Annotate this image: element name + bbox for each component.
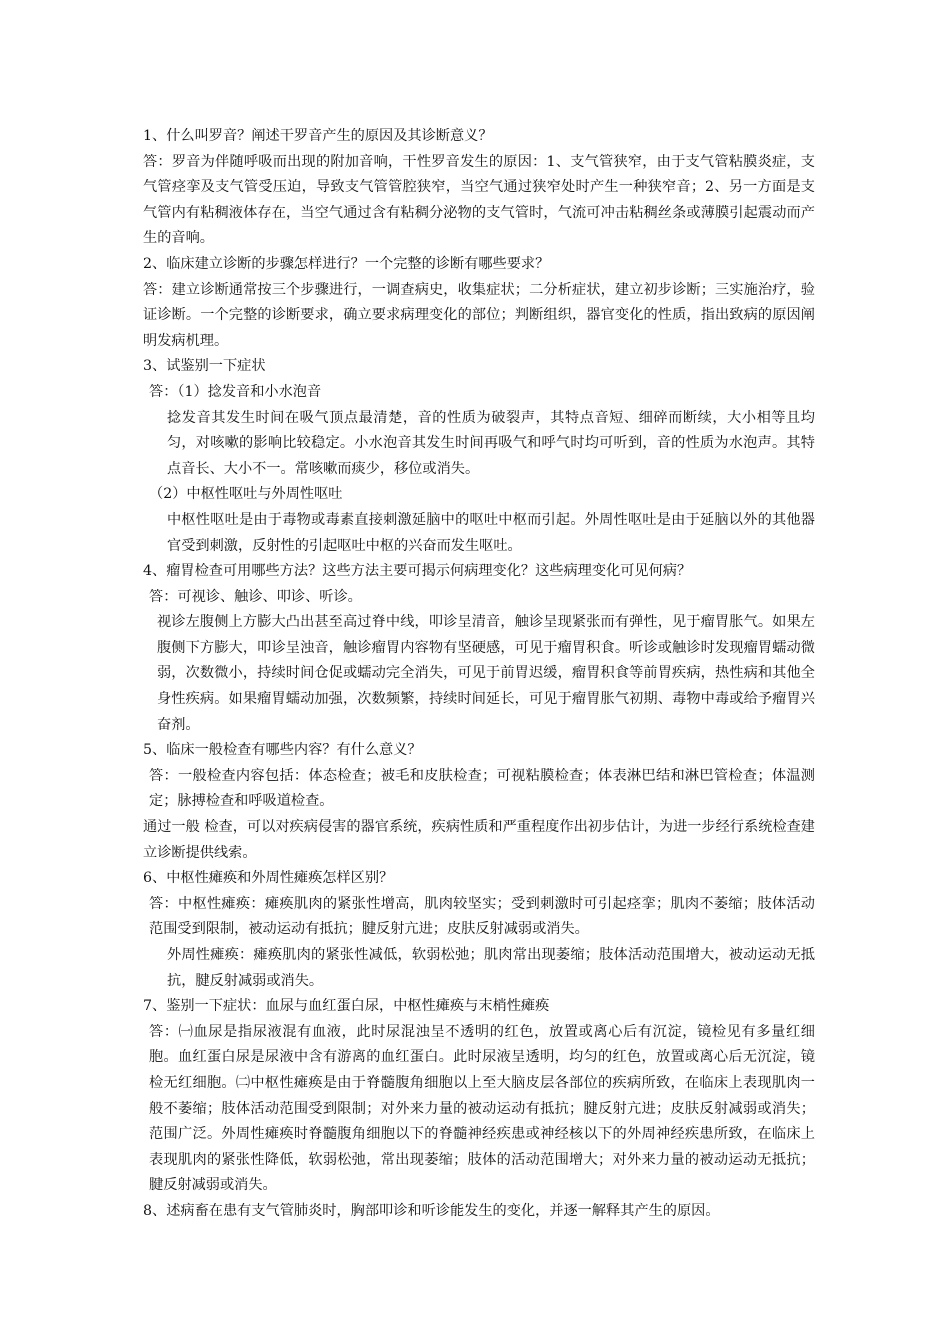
question-2: 2、临床建立诊断的步骤怎样进行？一个完整的诊断有哪些要求？ bbox=[143, 255, 550, 272]
question-8: 8、述病畜在患有支气管肺炎时，胸部叩诊和听诊能发生的变化，并逐一解释其产生的原因。 bbox=[143, 1202, 720, 1219]
answer-3-part-2-title: （2）中枢性呕吐与外周性呕吐 bbox=[149, 486, 343, 503]
answer-6-central: 答：中枢性瘫痪：瘫痪肌肉的紧张性增高，肌肉较坚实；受到刺激时可引起痉挛；肌肉不萎缩；肢体活动范围受到限制，被动运动有抵抗；腱反射亢进；皮肤反射减弱或消失。 bbox=[149, 895, 815, 938]
question-3: 3、试鉴别一下症状 bbox=[143, 358, 266, 375]
answer-2: 答：建立诊断通常按三个步骤进行，一调查病史，收集症状；二分析症状，建立初步诊断；三实施治疗，验证诊断。一个完整的诊断要求，确立要求病理变化的部位；判断组织，器官变化的性质，指出致病的原因阐明发病机理。 bbox=[143, 281, 815, 349]
question-5: 5、临床一般检查有哪些内容？有什么意义？ bbox=[143, 742, 422, 759]
answer-6-peripheral: 外周性瘫痪：瘫痪肌肉的紧张性减低，软弱松弛；肌肉常出现萎缩；肢体活动范围增大，被动运动无抵抗，腱反射减弱或消失。 bbox=[167, 947, 815, 989]
answer-3-part-1: 捻发音其发生时间在吸气顶点最清楚，音的性质为破裂声，其特点音短、细碎而断续，大小相等且均匀，对咳嗽的影响比较稳定。小水泡音其发生时间再吸气和呼气时均可听到，音的性质为水泡声。其特点音长、大小不一。常咳嗽而痰少，移位或消失。 bbox=[167, 409, 815, 477]
answer-4-methods: 答：可视诊、触诊、叩诊、听诊。 bbox=[149, 588, 362, 605]
question-6: 6、中枢性瘫痪和外周性瘫痪怎样区别？ bbox=[143, 870, 394, 887]
document-page bbox=[143, 124, 815, 1225]
question-7: 7、鉴别一下症状：血尿与血红蛋白尿，中枢性瘫痪与末梢性瘫痪 bbox=[143, 998, 550, 1015]
answer-4-detail: 视诊左腹侧上方膨大凸出甚至高过脊中线，叩诊呈清音，触诊呈现紧张而有弹性，见于瘤胃胀气。如果左腹侧下方膨大，叩诊呈浊音，触诊瘤胃内容物有坚硬感，可见于瘤胃积食。听诊或触诊时发现瘤胃蠕动微弱，次数微小，持续时间仓促或蠕动完全消失，可见于前胃迟缓，瘤胃积食等前胃疾病，热性病和其他全身性疾病。如果瘤胃蠕动加强，次数频繁，持续时间延长，可见于瘤胃胀气初期、毒物中毒或给予瘤胃兴奋剂。 bbox=[157, 614, 815, 733]
answer-1: 答：罗音为伴随呼吸而出现的附加音响，干性罗音发生的原因：1、支气管狭窄，由于支气管粘膜炎症，支气管痉挛及支气管受压迫，导致支气管管腔狭窄，当空气通过狭窄处时产生一种狭窄音；2、另一方面是支气管内有粘稠液体存在，当空气通过含有粘稠分泌物的支气管时，气流可冲击粘稠丝条或薄膜引起震动而产生的音响。 bbox=[143, 153, 815, 247]
answer-3-part-1-title: 答：（1）捻发音和小水泡音 bbox=[149, 383, 322, 400]
question-4: 4、瘤胃检查可用哪些方法？这些方法主要可揭示何病理变化？这些病理变化可见何病？ bbox=[143, 563, 692, 580]
answer-7: 答：㈠血尿是指尿液混有血液，此时尿混浊呈不透明的红色，放置或离心后有沉淀，镜检见有多量红细胞。血红蛋白尿是尿液中含有游离的血红蛋白。此时尿液呈透明，均匀的红色，放置或离心后无沉淀，镜检无红细胞。㈡中枢性瘫痪是由于脊髓腹角细胞以上至大脑皮层各部位的疾病所致，在临床上表现肌肉一般不萎缩；肢体活动范围受到限制；对外来力量的被动运动有抵抗；腱反射亢进；皮肤反射减弱或消失；范围广泛。外周性瘫痪时脊髓腹角细胞以下的脊髓神经疾患或神经核以下的外周神经疾患所致，在临床上表现肌肉的紧张性降低，软弱松弛，常出现萎缩；肢体的活动范围增大；对外来力量的被动运动无抵抗；腱反射减弱或消失。 bbox=[149, 1023, 815, 1194]
answer-5-meaning: 通过一般 检查，可以对疾病侵害的器官系统，疾病性质和严重程度作出初步估计，为进一步经行系统检查建立诊断提供线索。 bbox=[143, 819, 815, 861]
answer-3-part-2: 中枢性呕吐是由于毒物或毒素直接刺激延脑中的呕吐中枢而引起。外周性呕吐是由于延脑以外的其他器官受到刺激，反射性的引起呕吐中枢的兴奋而发生呕吐。 bbox=[167, 511, 815, 554]
answer-5-content: 答：一般检查内容包括：体态检查；被毛和皮肤检查；可视粘膜检查；体表淋巴结和淋巴管检查；体温测定；脉搏检查和呼吸道检查。 bbox=[149, 767, 815, 810]
question-1: 1、什么叫罗音？阐述干罗音产生的原因及其诊断意义？ bbox=[143, 128, 493, 144]
